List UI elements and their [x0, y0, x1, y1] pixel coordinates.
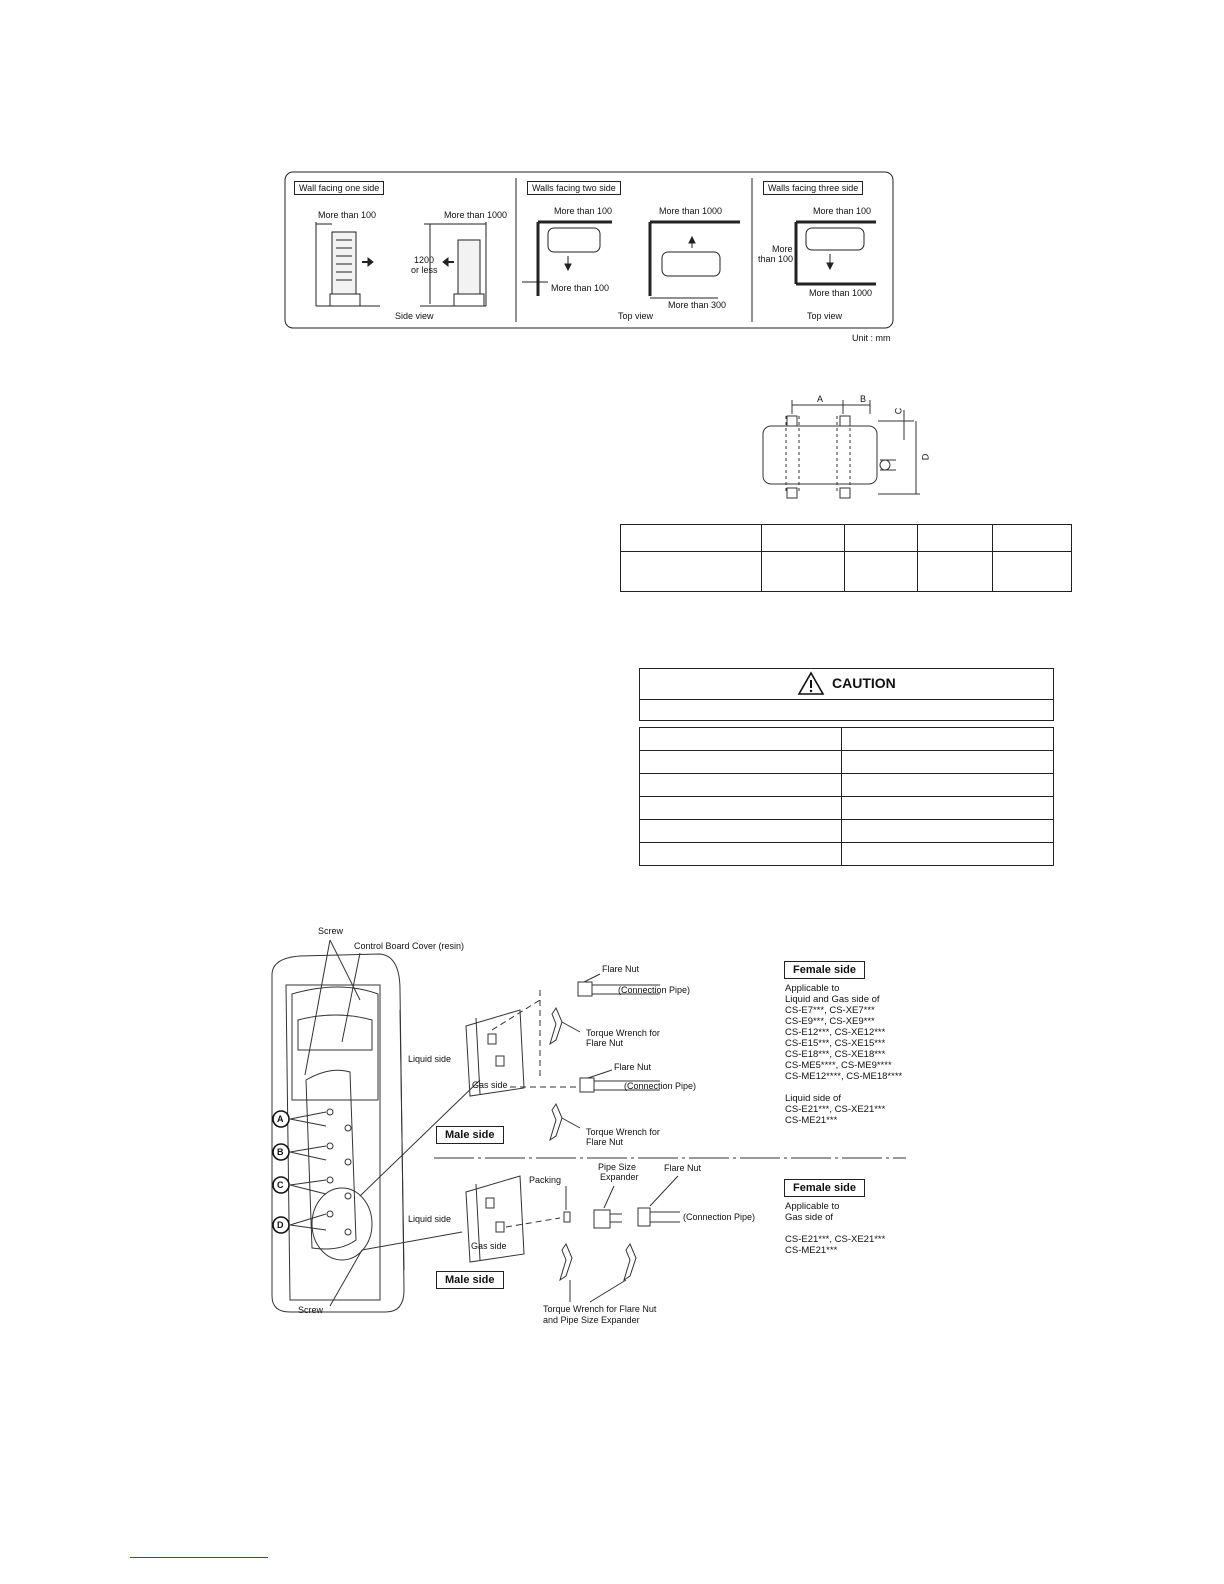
- label-more-than-1000: More than 1000: [809, 288, 873, 298]
- marker-b: B: [277, 1147, 284, 1157]
- label-screw-top: Screw: [318, 926, 344, 936]
- label-more-than-300: More than 300: [668, 300, 727, 310]
- text-line: CS-ME21***: [785, 1115, 838, 1126]
- female-side-text: [785, 983, 902, 1126]
- view-label-1: Side view: [395, 311, 434, 321]
- label-1200: 1200: [414, 255, 435, 265]
- label-torque-wrench-2: Flare Nut: [586, 1038, 624, 1048]
- label-more-than-1000: More than 1000: [659, 206, 723, 216]
- label-screw-bottom: Screw: [298, 1305, 324, 1315]
- section-title-3: Walls facing three side: [763, 181, 863, 195]
- text-line: CS-E21***, CS-XE21***: [785, 1234, 886, 1245]
- label-connection-pipe-3: (Connection Pipe): [683, 1212, 756, 1222]
- text-line: Applicable to: [785, 1201, 840, 1212]
- text-line: CS-E7***, CS-XE7***: [785, 1005, 875, 1016]
- label-more-than-1000: More than 1000: [444, 210, 508, 220]
- label-more: More: [772, 244, 793, 254]
- section-title-1: Wall facing one side: [294, 181, 384, 195]
- label-more-than-100: More than 100: [318, 210, 377, 220]
- text-line: CS-E21***, CS-XE21***: [785, 1104, 886, 1115]
- label-more-than-100: More than 100: [813, 206, 872, 216]
- female-side-label: Female side: [784, 961, 865, 979]
- text-line: Applicable to: [785, 983, 840, 994]
- label-flare-nut-3: Flare Nut: [664, 1163, 702, 1173]
- text-line: CS-E12***, CS-XE12***: [785, 1027, 886, 1038]
- marker-c: C: [277, 1180, 284, 1190]
- label-connection-pipe: (Connection Pipe): [618, 985, 691, 995]
- text-line: CS-E9***, CS-XE9***: [785, 1016, 875, 1027]
- label-torque-wrench-6: and Pipe Size Expander: [543, 1315, 640, 1325]
- label-expander: Expander: [600, 1172, 639, 1182]
- label-liquid-side-2: Liquid side: [408, 1214, 452, 1224]
- dim-label-a: A: [817, 394, 824, 404]
- female-side-label-2: Female side: [784, 1179, 865, 1197]
- caution-title: CAUTION: [832, 675, 896, 691]
- label-flare-nut: Flare Nut: [602, 964, 640, 974]
- label-torque-wrench-3: Torque Wrench for: [586, 1127, 660, 1137]
- label-gas-side: Gas side: [472, 1080, 508, 1090]
- male-side-label-2: Male side: [436, 1271, 504, 1289]
- text-line: CS-E15***, CS-XE15***: [785, 1038, 886, 1049]
- section-title-2: Walls facing two side: [527, 181, 621, 195]
- label-more-than-100: More than 100: [554, 206, 613, 216]
- label-pipe-size: Pipe Size: [598, 1162, 637, 1172]
- label-flare-nut-2: Flare Nut: [614, 1062, 652, 1072]
- label-more-than-100-b: More than 100: [551, 283, 610, 293]
- unit-note: Unit : mm: [852, 333, 891, 343]
- label-gas-side-2: Gas side: [471, 1241, 507, 1251]
- label-torque-wrench-4: Flare Nut: [586, 1137, 624, 1147]
- label-torque-wrench-5: Torque Wrench for Flare Nut: [543, 1304, 657, 1314]
- text-line: CS-ME21***: [785, 1245, 838, 1256]
- male-side-label: Male side: [436, 1126, 504, 1144]
- dim-label-d: D: [920, 453, 931, 461]
- footnote-rule: [130, 1557, 268, 1558]
- marker-circles: [273, 1111, 289, 1233]
- dim-label-c: C: [893, 407, 904, 415]
- marker-d: D: [277, 1220, 284, 1230]
- text-line: Liquid side of: [785, 1093, 841, 1104]
- text-line: CS-ME5****, CS-ME9****: [785, 1060, 892, 1071]
- text-line: [785, 1223, 885, 1234]
- view-label-2: Top view: [618, 311, 654, 321]
- dim-label-b: B: [860, 394, 867, 404]
- label-control-board: Control Board Cover (resin): [354, 941, 465, 951]
- label-than-100: than 100: [758, 254, 794, 264]
- female-side-text-2: [785, 1201, 885, 1256]
- label-connection-pipe-2: (Connection Pipe): [624, 1081, 697, 1091]
- text-line: [785, 1082, 902, 1093]
- label-or-less: or less: [411, 265, 438, 275]
- text-line: CS-ME12****, CS-ME18****: [785, 1071, 903, 1082]
- text-line: Liquid and Gas side of: [785, 994, 880, 1005]
- text-line: Gas side of: [785, 1212, 834, 1223]
- label-torque-wrench: Torque Wrench for: [586, 1028, 660, 1038]
- label-packing: Packing: [529, 1175, 562, 1185]
- label-liquid-side: Liquid side: [408, 1054, 452, 1064]
- text-line: CS-E18***, CS-XE18***: [785, 1049, 886, 1060]
- view-label-3: Top view: [807, 311, 843, 321]
- marker-a: A: [277, 1114, 284, 1124]
